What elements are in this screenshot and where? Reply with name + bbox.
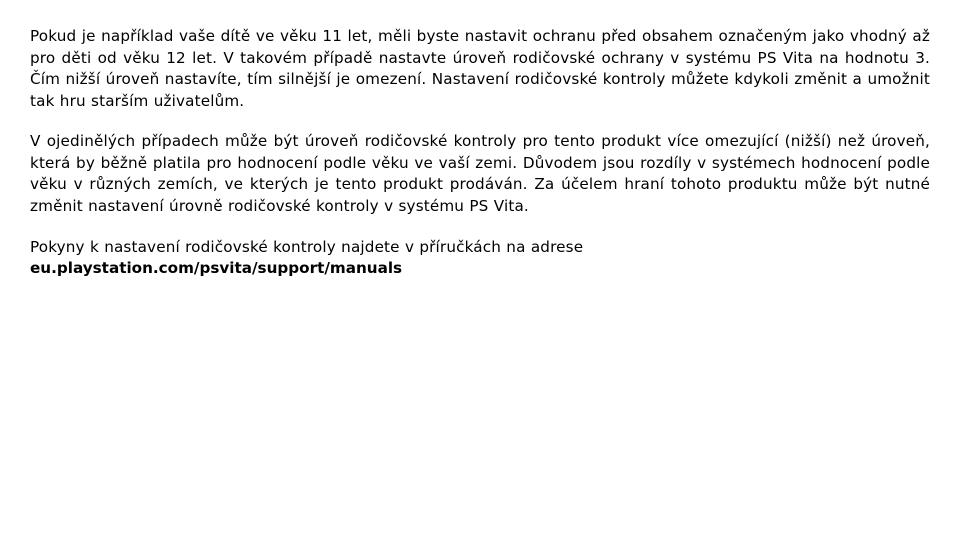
paragraph-regional-rating-differences: V ojedinělých případech může být úroveň rodičovské kontroly pro tento produkt více omezující (nižší) než úroveň, která by běžně platila pro hodnocení podle věku ve vaší zemi. Důvodem jsou rozdíly v systémech hodnocení podle věku v různých zemích, ve kterých je tento produkt prodáván. Za účelem hraní tohoto produktu může být nutné změnit nastavení úrovně rodičovské kontroly v systému PS Vita. — [30, 132, 930, 216]
paragraph-parental-control-level: Pokud je například vaše dítě ve věku 11 let, měli byste nastavit ochranu před obsahem označeným jako vhodný až pro děti od věku 12 let. V takovém případě nastavte úroveň rodičovské ochrany v systému PS Vita na hodnotu 3. Čím nižší úroveň nastavíte, tím silnější je omezení. Nastavení rodičovské kontroly můžete kdykoli změnit a umožnit tak hru starším uživatelům. — [30, 27, 930, 110]
paragraph-manuals-intro: Pokyny k nastavení rodičovské kontroly najdete v příručkách na adrese — [30, 237, 584, 256]
manuals-url: eu.playstation.com/psvita/support/manuals — [30, 259, 403, 278]
